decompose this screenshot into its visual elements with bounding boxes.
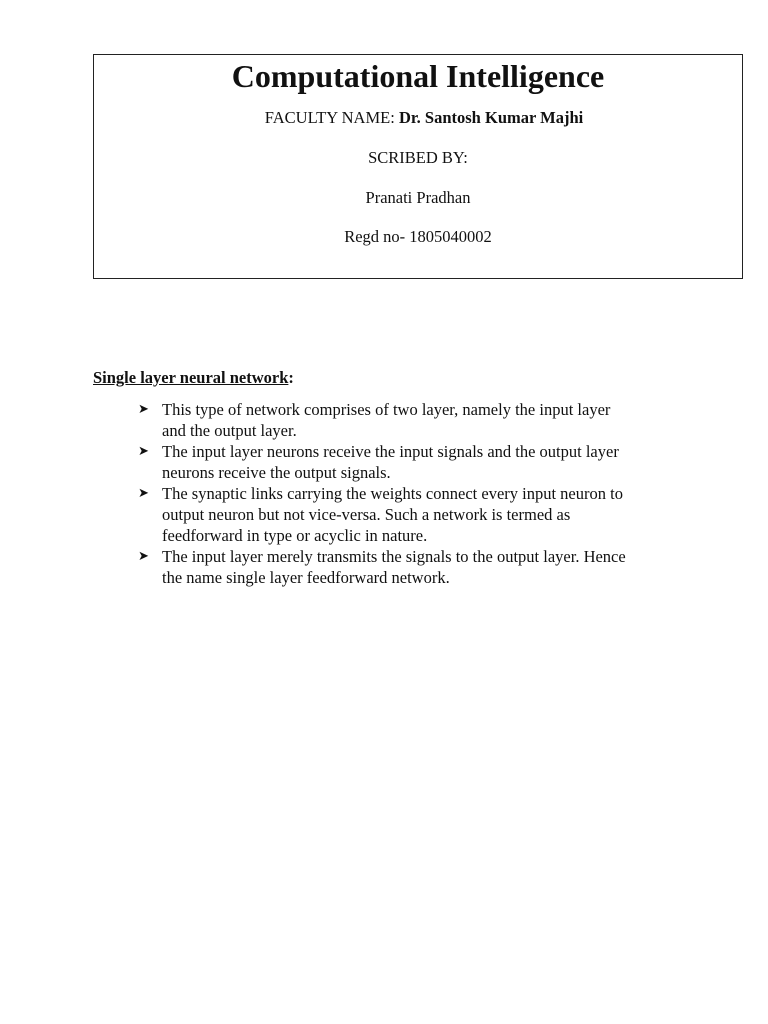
faculty-line <box>106 108 742 128</box>
bullet-line: and the output layer. <box>162 421 297 440</box>
arrowhead-bullet-icon: ➤ <box>138 549 149 564</box>
list-item <box>138 483 698 546</box>
list-item <box>138 441 698 483</box>
bullet-line: The input layer neurons receive the input signals and the output layer <box>162 442 619 461</box>
bullet-line: neurons receive the output signals. <box>162 463 391 482</box>
list-item <box>138 546 698 588</box>
list-item <box>138 399 698 441</box>
scribed-by-label: SCRIBED BY: <box>368 148 468 167</box>
section-heading-text: Single layer neural network <box>93 368 289 387</box>
title-box <box>93 54 743 279</box>
bullet-list <box>138 399 698 588</box>
section-heading-colon: : <box>288 368 294 387</box>
section-heading <box>93 368 294 388</box>
faculty-label: FACULTY NAME: <box>264 108 399 127</box>
arrowhead-bullet-icon: ➤ <box>138 486 149 501</box>
bullet-line: The input layer merely transmits the signals to the output layer. Hence <box>162 547 626 566</box>
arrowhead-bullet-icon: ➤ <box>138 444 149 459</box>
bullet-line: feedforward in type or acyclic in nature. <box>162 526 428 545</box>
scribe-name: Pranati Pradhan <box>365 188 471 207</box>
bullet-line: output neuron but not vice-versa. Such a network is termed as <box>162 505 571 524</box>
faculty-name: Dr. Santosh Kumar Majhi <box>398 108 584 127</box>
bullet-line: This type of network comprises of two layer, namely the input layer <box>162 400 611 419</box>
bullet-line: The synaptic links carrying the weights connect every input neuron to <box>162 484 623 503</box>
document-title: Computational Intelligence <box>231 58 605 94</box>
registration-number: Regd no- 1805040002 <box>344 227 492 246</box>
bullet-line: the name single layer feedforward network. <box>162 568 450 587</box>
arrowhead-bullet-icon: ➤ <box>138 402 149 417</box>
